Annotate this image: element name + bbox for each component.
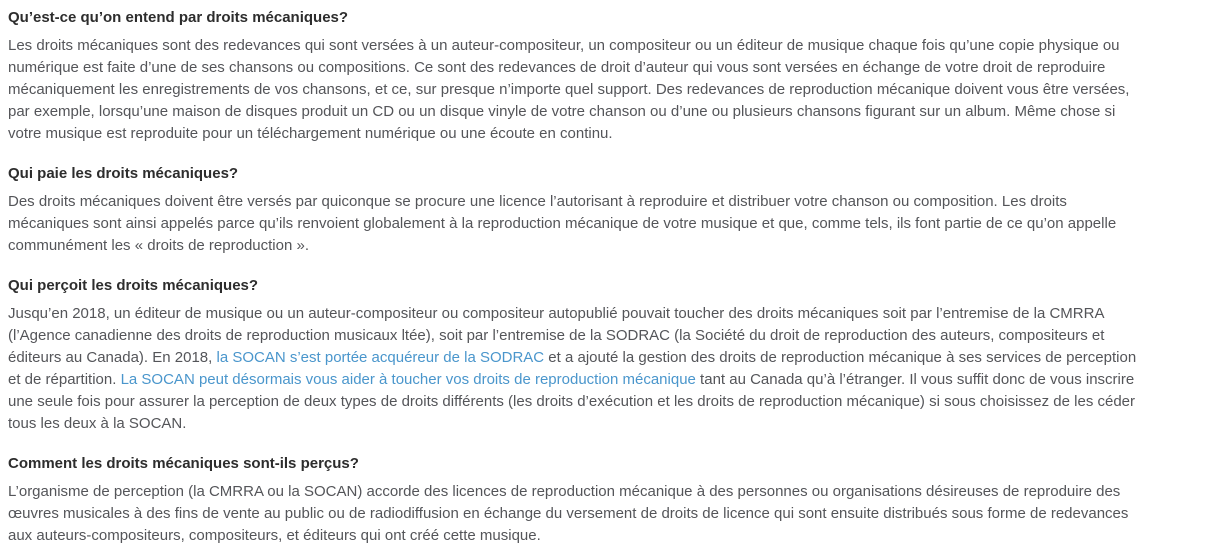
inline-link[interactable]: la SOCAN s’est portée acquéreur de la SODRAC (216, 349, 545, 366)
inline-link[interactable]: La SOCAN peut désormais vous aider à toucher vos droits de reproduction mécanique (120, 371, 696, 388)
section-heading: Qui perçoit les droits mécaniques? (8, 277, 259, 294)
paragraph-text: L’organisme de perception (la CMRRA ou la SOCAN) accorde des licences de reproduction mécanique à des personnes ou organisations désireuses de reproduire des œuvres musicales à des fins de vente au public ou de radiodiffusion en échange du versement de droits de licence qui sont ensuite distribués sous forme de redevances aux auteurs-compositeurs, compositeurs, et éditeurs qui ont créé cette musique. (8, 483, 1129, 544)
section-paragraph (8, 191, 1144, 257)
paragraph-text: et a ajouté la gestion des droits de reproduction mécanique à ses services de perception et de répartition. (8, 349, 1137, 388)
paragraph-text: Jusqu’en 2018, un éditeur de musique ou un auteur-compositeur ou compositeur autopublié pouvait toucher des droits mécaniques soit par l’entremise de la CMRRA (l’Agence canadienne des droits de reproduction musicaux ltée), soit par l’entremise de la SODRAC (la Société du droit de reproduction des auteurs, compositeurs et éditeurs au Canada). En 2018, (8, 305, 1105, 366)
paragraph-text: Des droits mécaniques doivent être versés par quiconque se procure une licence l’autorisant à reproduire et distribuer votre chanson ou composition. Les droits mécaniques sont ainsi appelés parce qu’ils renvoient globalement à la reproduction mécanique de votre musique et que, comme tels, ils font partie de ce qu’on appelle communément les « droits de reproduction ». (8, 193, 1117, 254)
section-heading: Qui paie les droits mécaniques? (8, 165, 239, 182)
section-paragraph (8, 303, 1144, 435)
paragraph-text: Les droits mécaniques sont des redevances qui sont versées à un auteur-compositeur, un compositeur ou un éditeur de musique chaque fois qu’une copie physique ou numérique est faite d’une de ses chansons ou compositions. Ce sont des redevances de droit d’auteur qui vous sont versées en échange de votre droit de reproduire mécaniquement les enregistrements de vos chansons, et ce, sur presque n’importe quel support. Des redevances de reproduction mécanique doivent vous être versées, par exemple, lorsqu’une maison de disques produit un CD ou un disque vinyle de votre chanson ou d’une ou plusieurs chansons figurant sur un album. Même chose si votre musique est reproduite pour un téléchargement numérique ou une écoute en continu. (8, 37, 1130, 142)
section-paragraph (8, 481, 1144, 547)
section-heading: Qu’est-ce qu’on entend par droits mécaniques? (8, 9, 349, 26)
paragraph-text: tant au Canada qu’à l’étranger. Il vous suffit donc de vous inscrire une seule fois pour assurer la perception de deux types de droits différents (les droits d’exécution et les droits de reproduction mécanique) si sous choisissez de les céder tous les deux à la SOCAN. (8, 371, 1136, 432)
section-paragraph (8, 35, 1144, 145)
section-heading: Comment les droits mécaniques sont-ils perçus? (8, 455, 359, 472)
